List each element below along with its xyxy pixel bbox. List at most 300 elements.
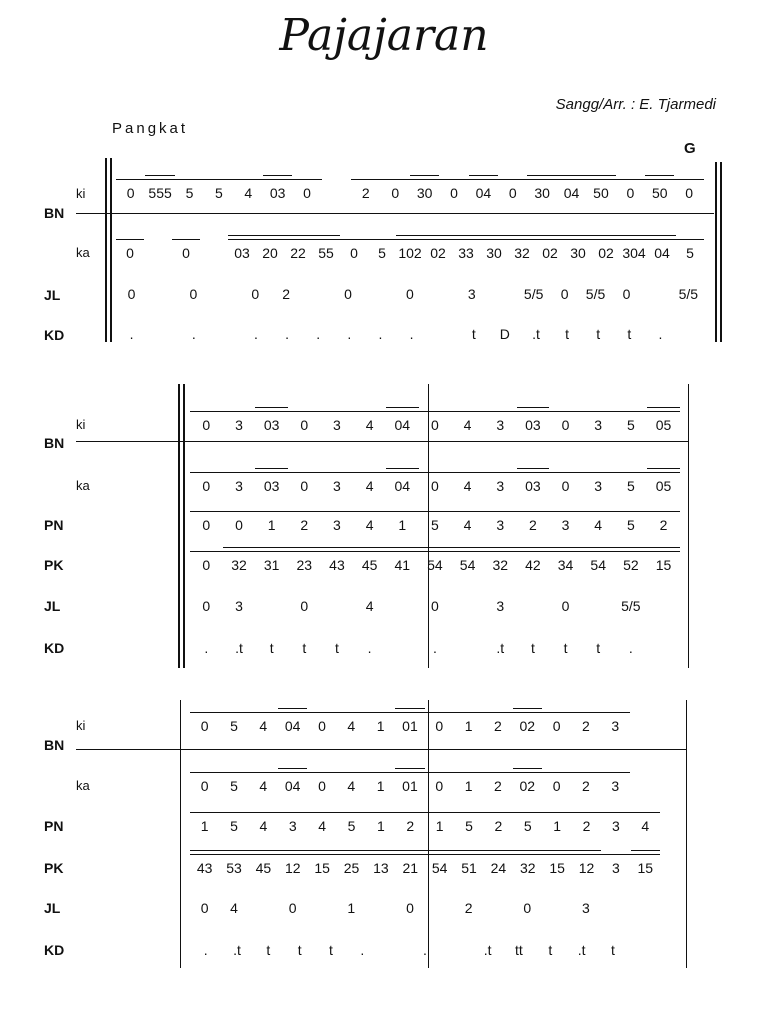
- beat-bar: [419, 411, 452, 412]
- beat-bar-double: [647, 407, 680, 408]
- note-cell: 5/5: [621, 598, 641, 614]
- beat-bar: [396, 239, 424, 240]
- beat-bar: [615, 472, 648, 473]
- note-cell: 2: [647, 517, 680, 533]
- note-cell: 4: [365, 598, 374, 614]
- note-cell: 4: [234, 185, 263, 201]
- beat-bar-double: [337, 850, 366, 851]
- ka-label-3: ka: [76, 778, 90, 793]
- beat-bar: [386, 411, 419, 412]
- note-cell: t: [596, 640, 601, 656]
- beat-bar: [234, 179, 263, 180]
- note-cell: 01: [395, 778, 424, 794]
- note-cell: 15: [631, 860, 660, 876]
- note-cell: 0: [560, 286, 569, 302]
- note-cell: 30: [480, 245, 508, 261]
- beat-bar: [223, 411, 256, 412]
- s2-jl-row: [190, 595, 680, 617]
- bn-label-2: BN: [44, 435, 65, 451]
- note-cell: .: [378, 326, 383, 342]
- beat-bar: [543, 854, 572, 855]
- beat-bar: [498, 179, 527, 180]
- beat-bar-double: [508, 235, 536, 236]
- note-cell: 0: [190, 557, 223, 573]
- note-cell: 0: [202, 598, 211, 614]
- beat-bar-double: [278, 850, 307, 851]
- note-cell: t: [596, 326, 601, 342]
- note-cell: 0: [116, 185, 145, 201]
- note-cell: 4: [353, 478, 386, 494]
- s3-ka-row: [190, 775, 630, 797]
- beat-bar: [419, 551, 452, 552]
- note-cell: .: [285, 326, 290, 342]
- note-cell: 5: [676, 245, 704, 261]
- beat-bar: [278, 812, 307, 813]
- beat-bar-double: [648, 235, 676, 236]
- bn-divider-3: [76, 749, 686, 750]
- beat-bar: [648, 239, 676, 240]
- note-cell: 1: [255, 517, 288, 533]
- beat-bar: [190, 854, 219, 855]
- beat-bar: [308, 812, 337, 813]
- beat-bar: [542, 712, 571, 713]
- note-cell: 31: [255, 557, 288, 573]
- beat-bar: [508, 239, 536, 240]
- note-cell: 304: [620, 245, 648, 261]
- beat-bar: [469, 179, 498, 180]
- note-cell: 1: [425, 818, 454, 834]
- beat-bar: [278, 712, 307, 713]
- beat-bar: [396, 812, 425, 813]
- note-cell: 0: [288, 478, 321, 494]
- note-cell: 53: [219, 860, 248, 876]
- beat-bar: [263, 179, 292, 180]
- system-2-start-bar: [178, 384, 180, 668]
- s3-pn-row: [190, 815, 660, 837]
- note-cell: 0: [439, 185, 468, 201]
- beat-bar: [288, 472, 321, 473]
- note-cell: t: [269, 640, 274, 656]
- jl-label-3: JL: [44, 900, 61, 916]
- note-cell: 33: [452, 245, 480, 261]
- note-cell: 0: [189, 286, 198, 302]
- beat-bar: [451, 472, 484, 473]
- note-cell: 0: [190, 778, 219, 794]
- beat-bar-double: [396, 850, 425, 851]
- beat-bar: [513, 772, 542, 773]
- note-cell: 12: [278, 860, 307, 876]
- note-cell: 42: [517, 557, 550, 573]
- beat-bar: [484, 551, 517, 552]
- s3-pk-row: [190, 857, 660, 879]
- beat-bar: [484, 472, 517, 473]
- beat-bar: [425, 772, 454, 773]
- beat-bar-double: [312, 235, 340, 236]
- note-cell: .t: [235, 640, 243, 656]
- note-cell: 0: [288, 417, 321, 433]
- beat-bar: [513, 712, 542, 713]
- beat-bar: [536, 239, 564, 240]
- beat-bar: [190, 712, 219, 713]
- beat-bar: [483, 712, 512, 713]
- beat-bar-double: [190, 850, 219, 851]
- note-cell: 25: [337, 860, 366, 876]
- bn-divider-2: [76, 441, 688, 442]
- note-cell: 02: [513, 778, 542, 794]
- beat-bar-double: [543, 850, 572, 851]
- beat-bar: [454, 712, 483, 713]
- note-cell: .: [423, 942, 427, 958]
- ka-label-2: ka: [76, 478, 90, 493]
- beat-bar: [190, 411, 223, 412]
- beat-bar: [582, 472, 615, 473]
- beat-bar: [312, 239, 340, 240]
- note-cell: 01: [395, 718, 424, 734]
- note-cell: 4: [582, 517, 615, 533]
- pn-label-3: PN: [44, 818, 64, 834]
- note-cell: t: [563, 640, 568, 656]
- beat-bar: [424, 239, 452, 240]
- s2-pk-row: [190, 554, 680, 576]
- jl-label-2: JL: [44, 598, 61, 614]
- beat-bar: [366, 812, 395, 813]
- beat-bar: [484, 411, 517, 412]
- beat-bar: [351, 179, 380, 180]
- note-cell: t: [548, 942, 553, 958]
- note-cell: 1: [454, 778, 483, 794]
- beat-bar-double: [454, 850, 483, 851]
- note-cell: 5: [615, 478, 648, 494]
- system-2-start-bar-2: [183, 384, 185, 668]
- note-cell: 34: [549, 557, 582, 573]
- note-cell: t: [335, 640, 339, 656]
- beat-bar: [190, 511, 223, 512]
- note-cell: 04: [648, 245, 676, 261]
- note-cell: 4: [249, 818, 278, 834]
- note-cell: 2: [396, 818, 425, 834]
- beat-bar: [582, 411, 615, 412]
- beat-bar: [308, 854, 337, 855]
- note-cell: 12: [572, 860, 601, 876]
- beat-bar: [645, 179, 674, 180]
- beat-bar: [223, 511, 256, 512]
- beat-bar: [615, 411, 648, 412]
- note-cell: 5: [219, 718, 248, 734]
- note-cell: 05: [647, 417, 680, 433]
- note-cell: 0: [251, 286, 260, 302]
- beat-bar: [249, 854, 278, 855]
- beat-bar: [219, 712, 248, 713]
- beat-bar: [582, 551, 615, 552]
- ki-label-3: ki: [76, 718, 86, 733]
- s2-ka-row: [190, 475, 680, 497]
- s1-jl-row: [116, 283, 704, 305]
- beat-bar: [386, 472, 419, 473]
- note-cell: 23: [288, 557, 321, 573]
- beat-bar: [223, 551, 256, 552]
- beat-bar: [601, 712, 630, 713]
- beat-bar: [615, 551, 648, 552]
- note-cell: 5: [175, 185, 204, 201]
- note-cell: 0: [549, 417, 582, 433]
- beat-bar: [425, 712, 454, 713]
- beat-bar: [616, 179, 645, 180]
- beat-bar: [255, 472, 288, 473]
- note-cell: 3: [484, 417, 517, 433]
- beat-bar: [228, 239, 256, 240]
- beat-bar: [337, 772, 366, 773]
- beat-bar: [249, 772, 278, 773]
- beat-bar-double: [255, 407, 288, 408]
- s2-ki-row: [190, 414, 680, 436]
- note-cell: 03: [228, 245, 256, 261]
- note-cell: 2: [483, 718, 512, 734]
- note-cell: 50: [645, 185, 674, 201]
- note-cell: t: [297, 942, 302, 958]
- beat-bar: [451, 551, 484, 552]
- note-cell: 555: [145, 185, 174, 201]
- note-cell: 3: [582, 478, 615, 494]
- note-cell: 54: [419, 557, 452, 573]
- note-cell: 3: [601, 778, 630, 794]
- beat-bar: [543, 812, 572, 813]
- beat-bar-double: [647, 547, 680, 548]
- note-cell: 04: [278, 778, 307, 794]
- note-cell: 4: [353, 417, 386, 433]
- note-cell: 0: [127, 286, 136, 302]
- note-cell: 52: [615, 557, 648, 573]
- note-cell: 04: [469, 185, 498, 201]
- note-cell: 55: [312, 245, 340, 261]
- note-cell: 32: [508, 245, 536, 261]
- section-label: Pangkat: [112, 120, 189, 137]
- beat-bar: [116, 179, 145, 180]
- beat-bar: [278, 854, 307, 855]
- beat-bar: [278, 772, 307, 773]
- beat-bar: [517, 472, 550, 473]
- note-cell: 32: [484, 557, 517, 573]
- note-cell: 0: [542, 718, 571, 734]
- beat-bar: [571, 772, 600, 773]
- note-cell: 3: [601, 818, 630, 834]
- beat-bar: [517, 551, 550, 552]
- beat-bar-double: [255, 468, 288, 469]
- note-cell: t: [627, 326, 632, 342]
- beat-bar: [353, 472, 386, 473]
- system-2-end-bar: [688, 384, 689, 668]
- beat-bar-double: [582, 547, 615, 548]
- note-cell: 1: [347, 900, 356, 916]
- beat-bar-double: [308, 850, 337, 851]
- note-cell: 4: [230, 900, 238, 916]
- note-cell: tt: [515, 942, 523, 958]
- beat-bar: [572, 812, 601, 813]
- note-cell: 0: [425, 778, 454, 794]
- note-cell: 0: [549, 478, 582, 494]
- beat-bar: [484, 854, 513, 855]
- note-cell: .t: [496, 640, 505, 656]
- note-cell: 0: [381, 185, 410, 201]
- beat-bar-double: [592, 235, 620, 236]
- note-cell: 3: [549, 517, 582, 533]
- beat-bar-double: [517, 468, 550, 469]
- beat-bar: [454, 854, 483, 855]
- beat-bar: [586, 179, 615, 180]
- beat-bar: [172, 239, 200, 240]
- beat-bar-double: [513, 850, 542, 851]
- note-cell: .: [203, 942, 208, 958]
- beat-bar-double: [527, 175, 556, 176]
- note-cell: 2: [464, 900, 473, 916]
- beat-bar-double: [386, 407, 419, 408]
- beat-bar: [395, 712, 424, 713]
- beat-bar: [321, 551, 354, 552]
- note-cell: 04: [386, 417, 419, 433]
- beat-bar: [480, 239, 508, 240]
- bn-label: BN: [44, 205, 65, 221]
- kd-label-3: KD: [44, 942, 65, 958]
- system-1-start-bar: [105, 158, 107, 342]
- note-cell: 1: [543, 818, 572, 834]
- beat-bar: [647, 551, 680, 552]
- note-cell: .: [367, 640, 372, 656]
- beat-bar: [292, 179, 321, 180]
- note-cell: 30: [564, 245, 592, 261]
- note-cell: 15: [308, 860, 337, 876]
- note-cell: 5: [337, 818, 366, 834]
- s2-pn-row: [190, 514, 680, 536]
- beat-bar: [601, 772, 630, 773]
- note-cell: 1: [386, 517, 419, 533]
- beat-bar: [190, 812, 219, 813]
- beat-bar: [175, 179, 204, 180]
- beat-bar: [615, 511, 648, 512]
- marker-g: G: [684, 140, 696, 157]
- beat-bar: [454, 812, 483, 813]
- beat-bar: [288, 551, 321, 552]
- note-cell: 3: [467, 286, 476, 302]
- beat-bar-double: [549, 547, 582, 548]
- kd-label-2: KD: [44, 640, 65, 656]
- note-cell: 0: [622, 286, 631, 302]
- beat-bar: [386, 551, 419, 552]
- note-cell: t: [610, 942, 615, 958]
- beat-bar-double: [480, 235, 508, 236]
- note-cell: 0: [300, 598, 309, 614]
- beat-bar: [353, 411, 386, 412]
- beat-bar: [425, 812, 454, 813]
- s3-kd-row: [190, 939, 660, 961]
- beat-bar-double: [278, 708, 307, 709]
- beat-bar-double: [513, 768, 542, 769]
- beat-bar: [288, 411, 321, 412]
- note-cell: 0: [406, 286, 414, 302]
- beat-bar: [145, 179, 174, 180]
- beat-bar: [674, 179, 703, 180]
- beat-bar-double: [424, 235, 452, 236]
- beat-bar: [439, 179, 468, 180]
- note-cell: .: [191, 326, 196, 342]
- note-cell: 0: [561, 598, 570, 614]
- note-cell: t: [471, 326, 476, 342]
- beat-bar-double: [513, 708, 542, 709]
- note-cell: 2: [517, 517, 550, 533]
- beat-bar-double: [469, 175, 498, 176]
- note-cell: 1: [366, 818, 395, 834]
- beat-bar: [631, 812, 660, 813]
- beat-bar: [513, 854, 542, 855]
- beat-bar: [549, 472, 582, 473]
- beat-bar: [572, 854, 601, 855]
- note-cell: 22: [284, 245, 312, 261]
- beat-bar: [620, 239, 648, 240]
- note-cell: 0: [116, 245, 144, 261]
- beat-bar: [557, 179, 586, 180]
- note-cell: 30: [527, 185, 556, 201]
- beat-bar-double: [557, 175, 586, 176]
- note-cell: 0: [542, 778, 571, 794]
- note-cell: 102: [396, 245, 424, 261]
- bn-label-3: BN: [44, 737, 65, 753]
- beat-bar-double: [219, 850, 248, 851]
- beat-bar: [419, 511, 452, 512]
- note-cell: .: [129, 326, 134, 342]
- note-cell: .t: [577, 942, 586, 958]
- beat-bar-double: [410, 175, 439, 176]
- beat-bar: [451, 411, 484, 412]
- note-cell: t: [530, 640, 535, 656]
- beat-bar-double: [278, 768, 307, 769]
- note-cell: 45: [353, 557, 386, 573]
- note-cell: 45: [249, 860, 278, 876]
- beat-bar: [647, 411, 680, 412]
- beat-bar: [219, 772, 248, 773]
- note-cell: .: [347, 326, 352, 342]
- note-cell: 03: [263, 185, 292, 201]
- beat-bar: [484, 511, 517, 512]
- note-cell: 04: [386, 478, 419, 494]
- note-cell: 0: [523, 900, 532, 916]
- note-cell: 4: [451, 417, 484, 433]
- kd-label: KD: [44, 327, 65, 343]
- jl-label: JL: [44, 287, 61, 303]
- note-cell: 0: [431, 598, 439, 614]
- ka-label: ka: [76, 245, 90, 260]
- beat-bar-double: [386, 547, 419, 548]
- beat-bar: [381, 179, 410, 180]
- system-1-start-bar-2: [110, 158, 112, 342]
- beat-bar-double: [263, 175, 292, 176]
- note-cell: 4: [249, 718, 278, 734]
- note-cell: 3: [484, 517, 517, 533]
- note-cell: 3: [601, 718, 630, 734]
- note-cell: D: [499, 326, 510, 342]
- note-cell: 32: [513, 860, 542, 876]
- beat-bar-double: [451, 547, 484, 548]
- s1-kd-row: [116, 323, 676, 345]
- note-cell: 3: [223, 478, 256, 494]
- beat-bar: [483, 772, 512, 773]
- beat-bar: [571, 712, 600, 713]
- beat-bar-double: [321, 547, 354, 548]
- beat-bar: [454, 772, 483, 773]
- note-cell: 50: [586, 185, 615, 201]
- note-cell: 4: [353, 517, 386, 533]
- note-cell: 1: [366, 718, 395, 734]
- note-cell: 0: [419, 417, 452, 433]
- note-cell: 2: [572, 818, 601, 834]
- note-cell: 0: [307, 778, 336, 794]
